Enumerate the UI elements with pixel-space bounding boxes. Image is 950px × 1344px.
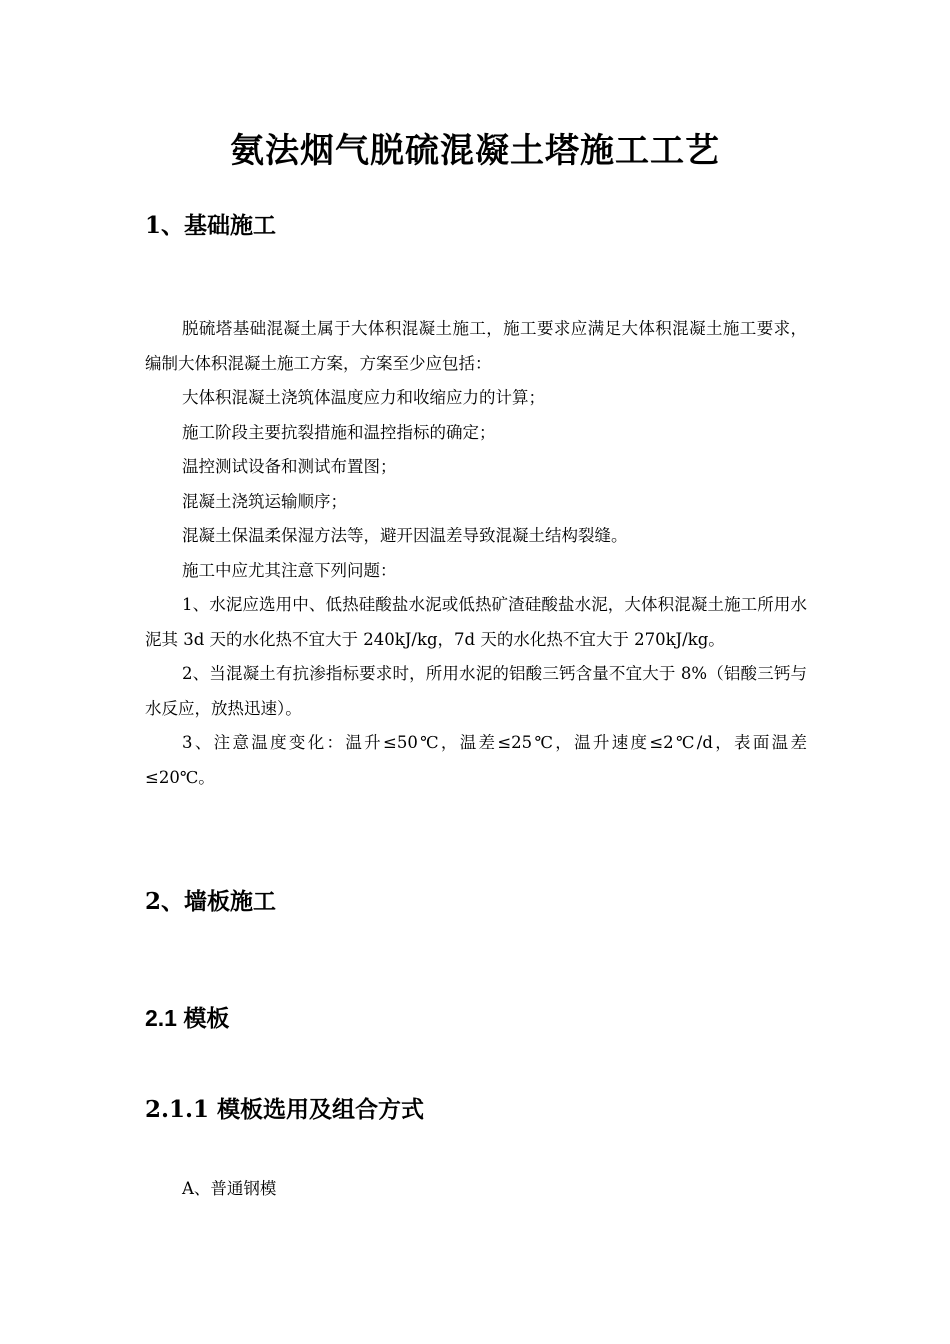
section-1-heading: 1、基础施工 [145,212,277,239]
paragraph-point-2: 2、当混凝土有抗渗指标要求时，所用水泥的铝酸三钙含量不宜大于 8%（铝酸三钙与水反应，放热迅速）。 [145,664,807,718]
section-1-body [145,312,807,795]
paragraph-item-1: 大体积混凝土浇筑体温度应力和收缩应力的计算； [182,388,545,407]
paragraph-item-3: 温控测试设备和测试布置图； [182,457,397,476]
paragraph-item-5: 混凝土保温柔保湿方法等，避开因温差导致混凝土结构裂缝。 [182,526,628,545]
paragraph-item-4: 混凝土浇筑运输顺序； [182,491,347,511]
subsection-2-1-1-heading: 2.1.1 模板选用及组合方式 [145,1096,425,1123]
document-title: 氨法烟气脱硫混凝土塔施工工艺 [230,131,720,171]
paragraph-item-2: 施工阶段主要抗裂措施和温控指标的确定； [182,422,496,442]
section-2-heading: 2、墙板施工 [145,888,277,915]
paragraph-point-3: 3、注意温度变化：温升≤50℃，温差≤25℃，温升速度≤2℃/d，表面温差≤20℃。 [145,733,807,787]
subsection-2-1-heading: 2.1 模板 [145,1005,230,1031]
list-item-a: A、普通钢模 [182,1179,277,1198]
paragraph-intro: 脱硫塔基础混凝土属于大体积混凝土施工，施工要求应满足大体积混凝土施工要求，编制大体积混凝土施工方案，方案至少应包括： [145,319,807,373]
paragraph-point-1: 1、水泥应选用中、低热硅酸盐水泥或低热矿渣硅酸盐水泥，大体积混凝土施工所用水泥其 3d 天的水化热不宜大于 240kJ/kg，7d 天的水化热不宜大于 270kJ/kg。 [145,595,807,649]
paragraph-notice: 施工中应尤其注意下列问题： [182,560,397,580]
